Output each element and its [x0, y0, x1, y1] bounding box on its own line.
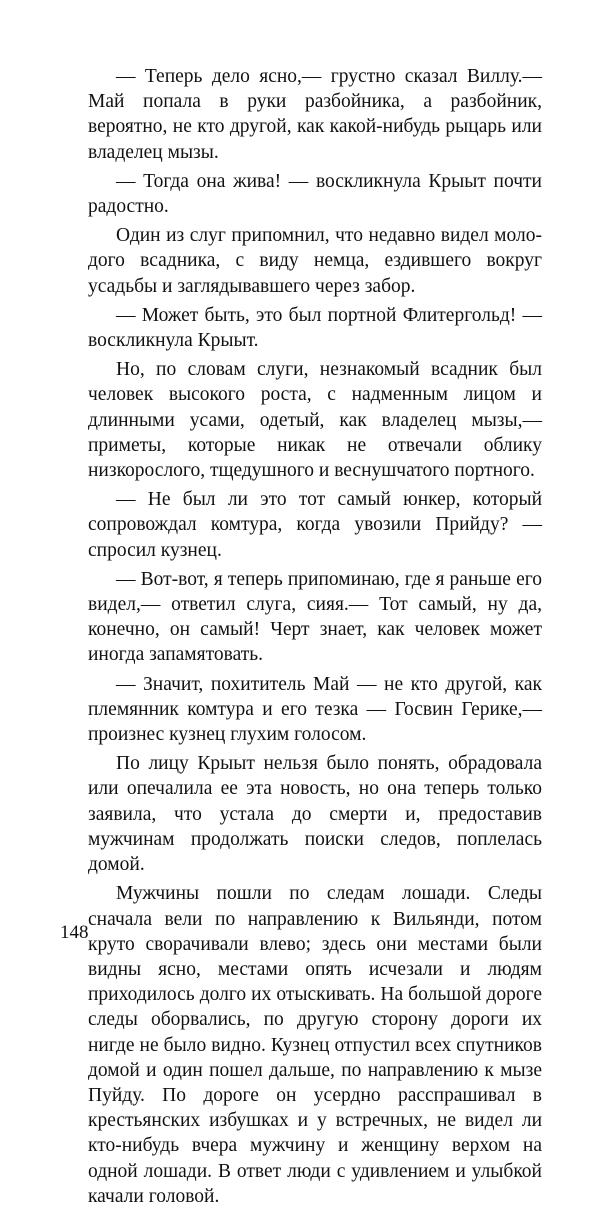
paragraph: — Теперь дело ясно,— грустно сказал Виллу.— Май попала в руки разбойника, а разбойник, вероятно, не кто другой, как какой-нибудь рыцарь или владелец мызы. — [88, 66, 542, 163]
page-number: 148 — [60, 922, 89, 943]
paragraph: Но, по словам слуги, незнакомый всадник был человек высокого роста, с надменным лицом и длинными усами, одетый, как владелец мызы,— приметы, которые никак не отвечали облику низкорослого, тщедушного и веснушчатого портного. — [88, 359, 542, 482]
paragraph: — Значит, похититель Май — не кто другой, как племянник комтура и его тезка — Госвин Герике,— произнес кузнец глухим голосом. — [88, 673, 542, 746]
paragraph: Один из слуг припомнил, что недавно видел молодого всадника, с виду немца, ездившего вокруг усадьбы и заглядывавшего через забор. — [88, 225, 542, 297]
paragraph: По лицу Крыыт нельзя было понять, обрадовала или опечалила ее эта новость, но она теперь только заявила, что устала до смерти и, предоставив мужчинам продолжать поиски следов, поплелась домой. — [88, 753, 542, 876]
paragraph: — Может быть, это был портной Флитергольд! — воскликнула Крыыт. — [88, 304, 542, 352]
page-text — [88, 64, 542, 1209]
paragraph: Мужчины пошли по следам лошади. Следы сначала вели по направлению к Вильянди, потом круто сворачивали влево; здесь они местами были видны ясно, местами опять исчезали и людям приходилось долго их отыскивать. На большой дороге следы оборвались, по другую сторону дороги их нигде не было видно. Кузнец отпустил всех спутников домой и один пошел дальше, по направлению к мызе Пуйду. По дороге он усердно расспрашивал в крестьянских избушках и у встречных, не видел ли кто-нибудь вчера мужчину и женщину верхом на одной лошади. В ответ люди с удивлением и улыбкой качали головой. — [88, 883, 542, 1207]
paragraph: — Вот-вот, я теперь припоминаю, где я раньше его видел,— ответил слуга, сияя.— Тот самый, ну да, конечно, он самый! Черт знает, как человек может иногда запамятовать. — [88, 568, 542, 666]
paragraph: — Не был ли это тот самый юнкер, который сопровождал комтура, когда увозили Прийду? — спросил кузнец. — [88, 489, 542, 561]
paragraph: — Тогда она жива! — воскликнула Крыыт почти радостно. — [88, 170, 542, 218]
